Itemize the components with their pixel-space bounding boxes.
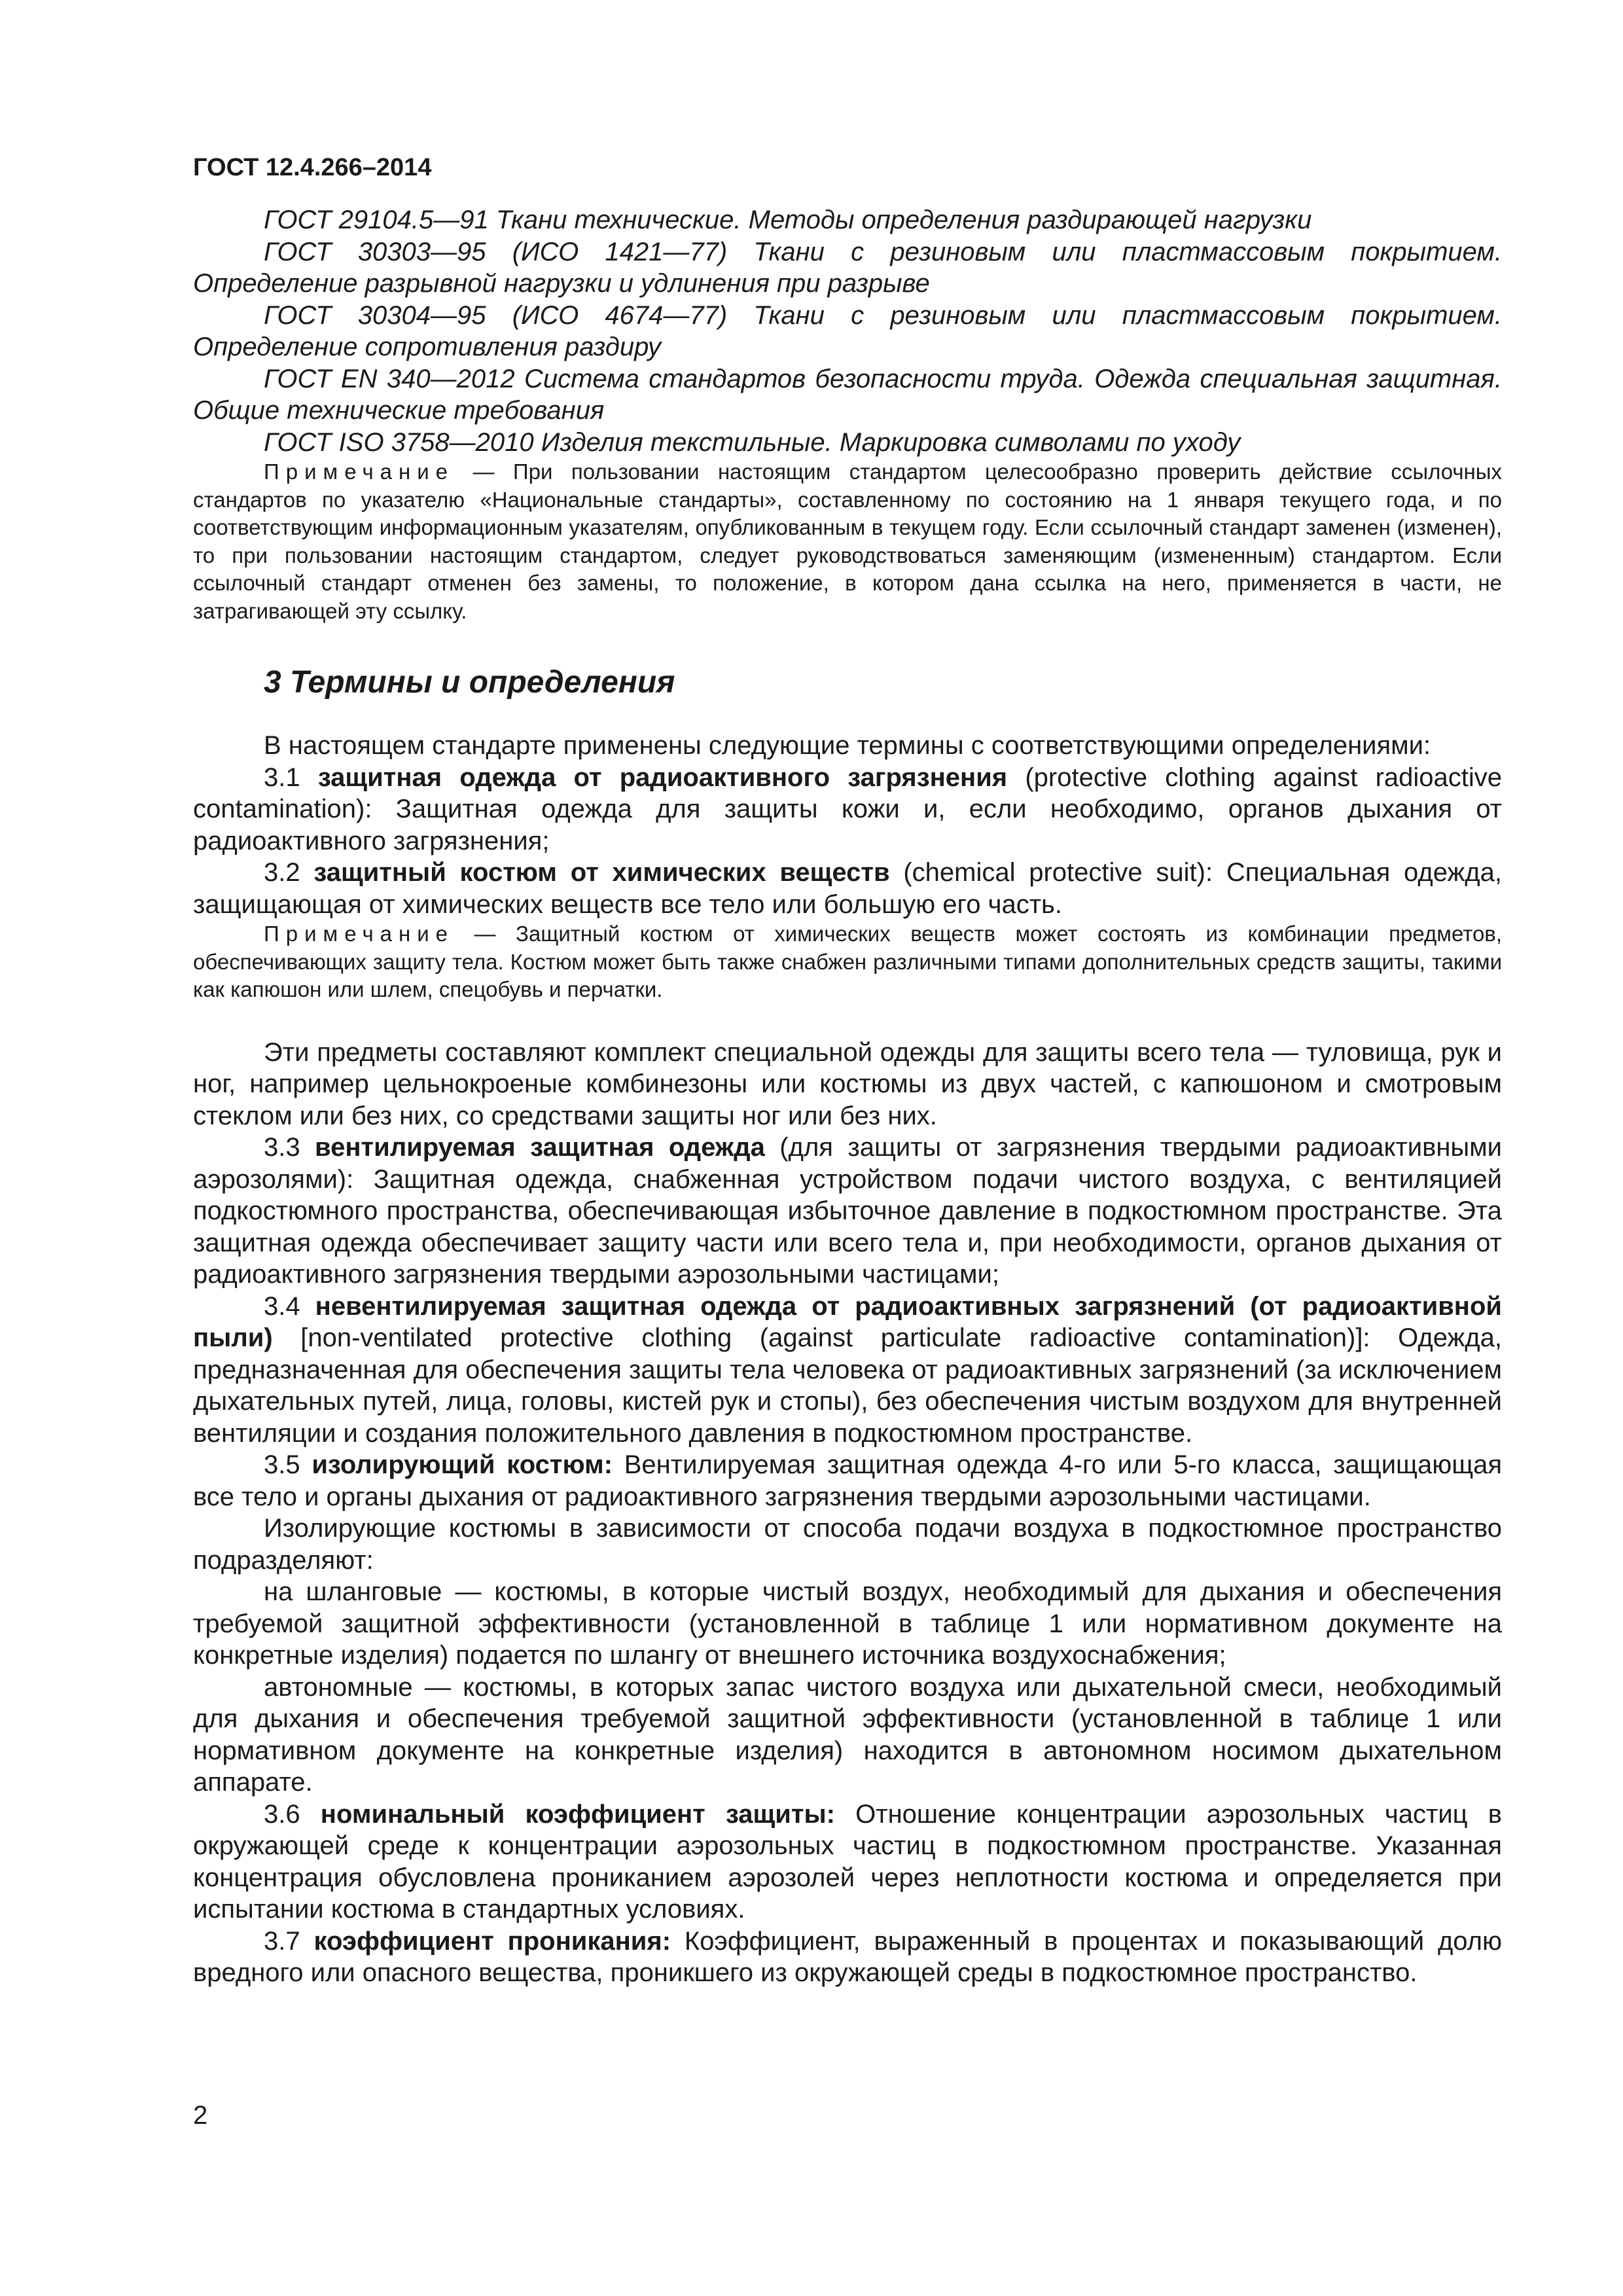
term-3-3 [193,1132,1502,1291]
term-definition: (chemical protective suit): Специальная одежда, защищающая от химических веществ все тело или большую его часть. [193,858,1503,919]
autonomous-suits-paragraph: автономные — костюмы, в которых запас чистого воздуха или дыхательной смеси, необходимый для дыхания и обеспечения требуемой защитной эффективности (установленной в таблице 1 или нормативном документе на конкретные изделия) находится в автономном носимом дыхательном аппарате. [193,1672,1502,1797]
term-3-7 [193,1926,1502,1989]
term-name: номинальный коэффициент защиты: [320,1799,835,1829]
term-name: невентилируемая защитная одежда от радиоактивных загрязнений (от радиоактивной пыли) [193,1291,1502,1352]
term-number: 3.5 [264,1450,312,1479]
term-number: 3.6 [264,1799,321,1829]
term-number: 3.2 [264,858,314,887]
document-header: ГОСТ 12.4.266–2014 [193,154,432,181]
hose-suits-paragraph: на шланговые — костюмы, в которые чистый воздух, необходимый для дыхания и обеспечения требуемой защитной эффективности (установленной в таблице 1 или нормативном документе на конкретные изделия) подается по шлангу от внешнего источника воздухоснабжения; [193,1577,1502,1670]
suit-components-paragraph: Эти предметы составляют комплект специальной одежды для защиты всего тела — туловища, рук и ног, например цельнокроеные комбинезоны или костюмы из двух частей, с капюшоном и смотровым стеклом или без них, со средствами защиты ног или без них. [193,1037,1502,1130]
term-definition: Коэффициент, выраженный в процентах и показывающий долю вредного или опасного вещества, проникшего из окружающей среды в подкостюмное пространство. [193,1926,1503,1987]
term-name: защитный костюм от химических веществ [313,858,890,887]
term-definition: (для защиты от загрязнения твердыми радиоактивными аэрозолями): Защитная одежда, снабженная устройством подачи чистого воздуха, с вентиляцией подкостюмного пространства, обеспечивающая избыточное давление в подкостюмном пространстве. Эта защитная одежда обеспечивает защиту части или всего тела и, при необходимости, органов дыхания от радиоактивного загрязнения твердыми аэрозольными частицами; [193,1133,1503,1289]
term-3-1 [193,762,1502,857]
note-text: — Защитный костюм от химических веществ может состоять из комбинации предметов, обеспечивающих защиту тела. Костюм может быть также снабжен различными типами дополнительных средств защиты, такими как капюшон или шлем, спецобувь и перчатки. [193,922,1502,1001]
note-text: — При пользовании настоящим стандартом целесообразно проверить действие ссылочных стандартов по указателю «Национальные стандарты», составленному по состоянию на 1 января текущего года, и по соответствующим информационным указателям, опубликованным в текущем году. Если ссылочный стандарт заменен (изменен), то при пользовании настоящим стандартом, следует руководствоваться заменяющим (измененным) стандартом. Если ссылочный стандарт отменен без замены, то положение, в котором дана ссылка на него, применяется в части, не затрагивающей эту ссылку. [193,459,1502,623]
section-intro: В настоящем стандарте применены следующие термины с соответствующими определениями: [264,731,1431,760]
reference-gost-29104: ГОСТ 29104.5—91 Ткани технические. Методы определения раздирающей нагрузки [264,206,1312,234]
term-definition: (protective clothing against radioactive contamination): Защитная одежда для защиты кожи и, если необходимо, органов дыхания от радиоактивного загрязнения; [193,762,1502,855]
reference-gost-30303: ГОСТ 30303—95 (ИСО 1421—77) Ткани с резиновым или пластмассовым покрытием. Определение разрывной нагрузки и удлинения при разрыве [193,237,1502,298]
reference-gost-iso-3758: ГОСТ ISO 3758—2010 Изделия текстильные. Маркировка символами по уходу [264,427,1241,457]
term-name: коэффициент проникания: [313,1926,671,1956]
term-number: 3.4 [264,1291,315,1321]
references-note [193,458,1502,625]
reference-gost-30304: ГОСТ 30304—95 (ИСО 4674—77) Ткани с резиновым или пластмассовым покрытием. Определение сопротивления раздиру [193,300,1502,361]
note-label: Примечание [264,459,455,484]
term-3-2-note [193,920,1502,1004]
spacer [193,1004,1502,1037]
suits-classification-intro: Изолирующие костюмы в зависимости от способа подачи воздуха в подкостюмное пространство подразделяют: [193,1514,1502,1575]
term-name: изолирующий костюм: [312,1450,613,1479]
term-3-4 [193,1291,1502,1450]
reference-gost-en-340: ГОСТ EN 340—2012 Система стандартов безопасности труда. Одежда специальная защитная. Общие технические требования [193,364,1502,425]
term-name: защитная одежда от радиоактивного загрязнения [317,762,1008,792]
term-definition: Вентилируемая защитная одежда 4-го или 5-го класса, защищающая все тело и органы дыхания от радиоактивного загрязнения твердыми аэрозольными частицами. [193,1450,1503,1511]
term-name: вентилируемая защитная одежда [315,1133,765,1162]
term-3-2 [193,857,1502,920]
term-definition: [non-ventilated protective clothing (against particulate radioactive contamination)]: Одежда, предназначенная для обеспечения защиты тела человека от радиоактивных загрязнений (за исключением дыхательных путей, лица, головы, кистей рук и стопы), без обеспечения чистым воздухом для внутренней вентиляции и создания положительного давления в подкостюмном пространстве. [193,1323,1502,1448]
page-number: 2 [193,2101,208,2130]
term-definition: Отношение концентрации аэрозольных частиц в окружающей среде к концентрации аэрозольных частиц в подкостюмном пространстве. Указанная концентрация обусловлена прониканием аэрозолей через неплотности костюма и определяется при испытании костюма в стандартных условиях. [193,1799,1503,1924]
term-number: 3.7 [264,1926,314,1956]
term-3-6 [193,1799,1502,1926]
section-title: 3 Термины и определения [264,665,675,700]
note-label: Примечание [264,922,455,946]
term-number: 3.1 [264,762,318,792]
term-3-5 [193,1449,1502,1513]
term-number: 3.3 [264,1133,315,1162]
